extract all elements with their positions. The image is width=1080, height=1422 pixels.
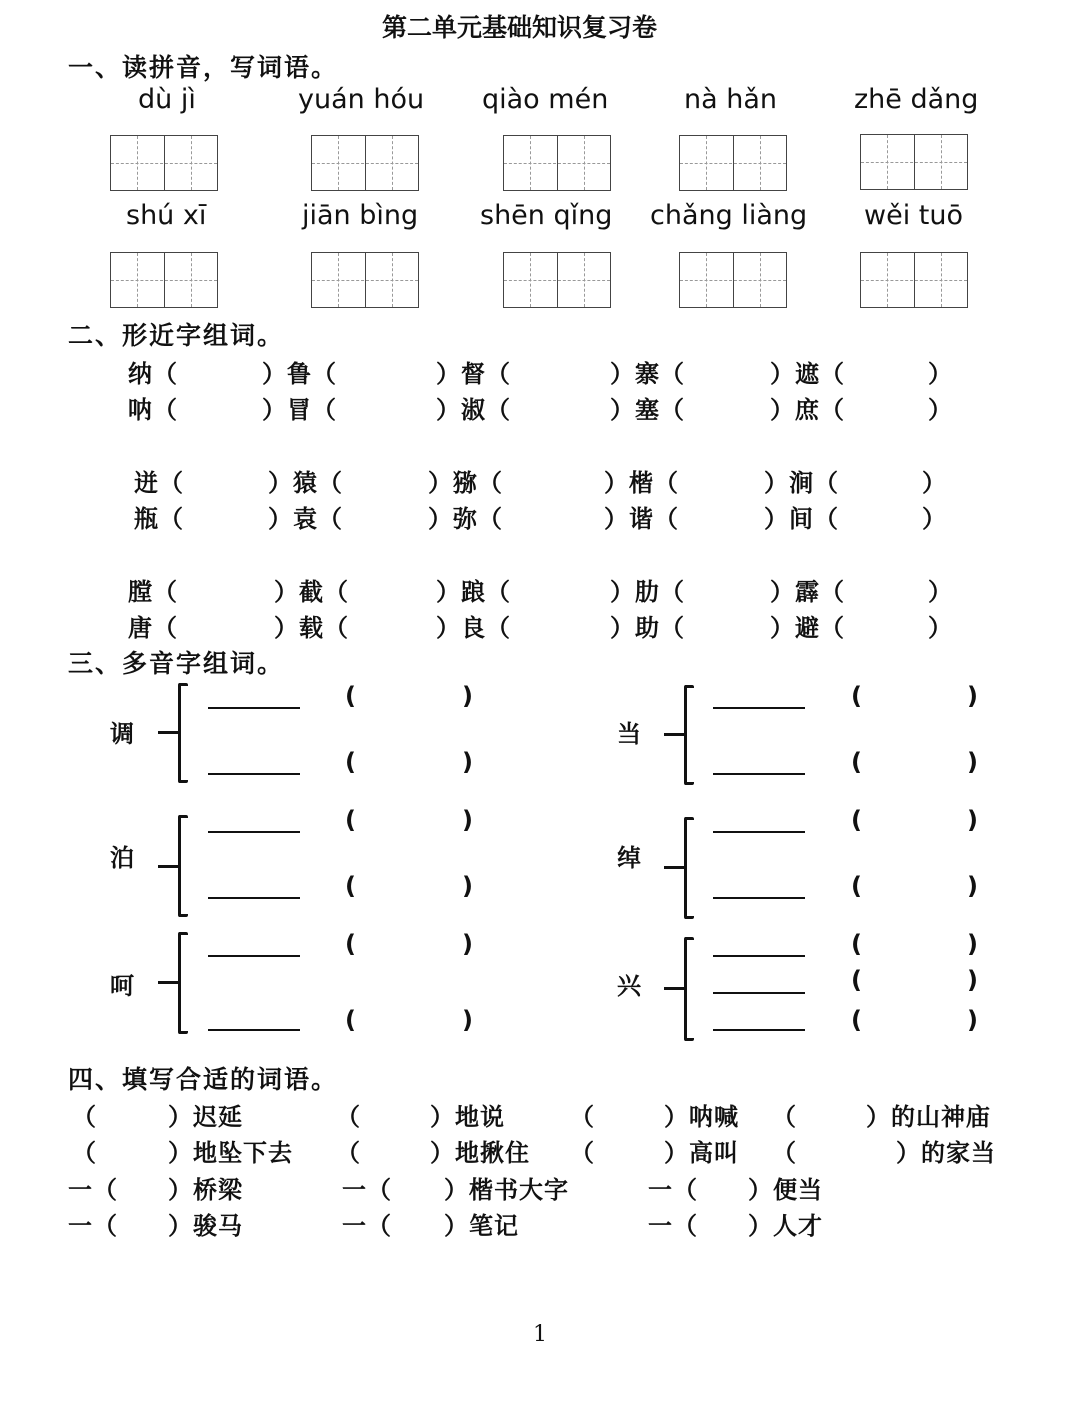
similar-char-cell: ） <box>922 505 947 533</box>
answer-line[interactable] <box>208 897 300 899</box>
polyphone-char: 绰 <box>617 844 642 872</box>
similar-char-cell: ）避（ <box>770 614 845 642</box>
similar-char-cell: ） <box>922 469 947 497</box>
similar-char-cell: ）寨（ <box>610 360 685 388</box>
answer-line[interactable] <box>208 773 300 775</box>
paren-close: ) <box>967 748 978 776</box>
paren-open: ( <box>851 930 862 958</box>
answer-line[interactable] <box>208 707 300 709</box>
fill-cell: ）桥梁 <box>168 1176 243 1204</box>
similar-char-cell: 迸（ <box>134 469 184 497</box>
section-2-heading: 二、形近字组词。 <box>68 321 285 350</box>
similar-char-cell: ） <box>928 614 953 642</box>
pinyin-2-1: shú xī <box>126 200 207 231</box>
fill-cell: ）的山神庙 <box>866 1103 991 1131</box>
paren-open: ( <box>345 872 356 900</box>
pinyin-1-3: qiào mén <box>482 84 609 115</box>
fill-cell: ）骏马 <box>168 1212 243 1240</box>
similar-char-cell: ）谐（ <box>604 505 679 533</box>
fill-cell: ）楷书大字 <box>444 1176 569 1204</box>
similar-char-cell: 唐（ <box>128 614 178 642</box>
polyphone-char: 呵 <box>110 972 135 1000</box>
paren-close: ) <box>967 1006 978 1034</box>
fill-cell: 一（ <box>68 1212 118 1240</box>
paren-close: ) <box>462 682 473 710</box>
fill-cell: （ <box>336 1139 361 1167</box>
fill-cell: 一（ <box>342 1176 392 1204</box>
writing-grid[interactable] <box>860 134 968 190</box>
answer-line[interactable] <box>208 1029 300 1031</box>
paren-open: ( <box>851 1006 862 1034</box>
fill-cell: 一（ <box>648 1212 698 1240</box>
similar-char-cell: ）助（ <box>610 614 685 642</box>
paren-close: ) <box>462 930 473 958</box>
page-title: 第二单元基础知识复习卷 <box>382 13 658 42</box>
fill-cell: （ <box>72 1103 97 1131</box>
fill-cell: （ <box>772 1103 797 1131</box>
similar-char-cell: ）督（ <box>436 360 511 388</box>
paren-open: ( <box>345 806 356 834</box>
similar-char-cell: ）鲁（ <box>262 360 337 388</box>
writing-grid[interactable] <box>679 252 787 308</box>
fill-cell: （ <box>570 1139 595 1167</box>
answer-line[interactable] <box>208 955 300 957</box>
similar-char-cell: ）载（ <box>274 614 349 642</box>
fill-cell: ）的家当 <box>896 1139 996 1167</box>
section-4-heading: 四、填写合适的词语。 <box>68 1065 339 1094</box>
polyphone-char: 泊 <box>110 844 135 872</box>
similar-char-cell: ） <box>928 396 953 424</box>
answer-line[interactable] <box>208 831 300 833</box>
answer-line[interactable] <box>713 992 805 994</box>
similar-char-cell: ）楷（ <box>604 469 679 497</box>
similar-char-cell: ）良（ <box>436 614 511 642</box>
similar-char-cell: 呐（ <box>128 396 178 424</box>
writing-grid[interactable] <box>311 135 419 191</box>
writing-grid[interactable] <box>110 252 218 308</box>
answer-line[interactable] <box>713 773 805 775</box>
similar-char-cell: ）冒（ <box>262 396 337 424</box>
fill-cell: ）笔记 <box>444 1212 519 1240</box>
paren-close: ) <box>462 806 473 834</box>
paren-open: ( <box>851 682 862 710</box>
paren-close: ) <box>462 1006 473 1034</box>
similar-char-cell: ）庶（ <box>770 396 845 424</box>
pinyin-1-5: zhē dǎng <box>854 84 979 115</box>
polyphone-char: 当 <box>617 720 642 748</box>
similar-char-cell: ）弥（ <box>428 505 503 533</box>
similar-char-cell: 瓶（ <box>134 505 184 533</box>
fill-cell: ）人才 <box>748 1212 823 1240</box>
fill-cell: ）地说 <box>430 1103 505 1131</box>
writing-grid[interactable] <box>503 135 611 191</box>
paren-close: ) <box>967 682 978 710</box>
similar-char-cell: ）猿（ <box>268 469 343 497</box>
paren-open: ( <box>851 748 862 776</box>
page-number: 1 <box>533 1322 547 1347</box>
writing-grid[interactable] <box>503 252 611 308</box>
fill-cell: （ <box>336 1103 361 1131</box>
brace-tick <box>664 733 686 736</box>
paren-open: ( <box>345 930 356 958</box>
fill-cell: ）地坠下去 <box>168 1139 293 1167</box>
answer-line[interactable] <box>713 707 805 709</box>
section-3-heading: 三、多音字组词。 <box>68 649 285 678</box>
similar-char-cell: ）淑（ <box>436 396 511 424</box>
fill-cell: ）便当 <box>748 1176 823 1204</box>
brace-tick <box>158 731 180 734</box>
paren-close: ) <box>462 872 473 900</box>
similar-char-cell: ）间（ <box>764 505 839 533</box>
pinyin-1-4: nà hǎn <box>684 84 778 115</box>
fill-cell: ）呐喊 <box>664 1103 739 1131</box>
polyphone-char: 调 <box>110 720 135 748</box>
writing-grid[interactable] <box>860 252 968 308</box>
fill-cell: （ <box>772 1139 797 1167</box>
similar-char-cell: ）遮（ <box>770 360 845 388</box>
pinyin-2-2: jiān bìng <box>302 200 419 231</box>
paren-close: ) <box>462 748 473 776</box>
fill-cell: （ <box>72 1139 97 1167</box>
similar-char-cell: 纳（ <box>128 360 178 388</box>
answer-line[interactable] <box>713 955 805 957</box>
similar-char-cell: ）截（ <box>274 578 349 606</box>
paren-close: ) <box>967 806 978 834</box>
fill-cell: 一（ <box>648 1176 698 1204</box>
similar-char-cell: 膛（ <box>128 578 178 606</box>
fill-cell: 一（ <box>342 1212 392 1240</box>
fill-cell: ）高叫 <box>664 1139 739 1167</box>
similar-char-cell: ）袁（ <box>268 505 343 533</box>
fill-cell: 一（ <box>68 1176 118 1204</box>
similar-char-cell: ）肋（ <box>610 578 685 606</box>
paren-open: ( <box>345 682 356 710</box>
brace-tick <box>158 865 180 868</box>
writing-grid[interactable] <box>679 135 787 191</box>
similar-char-cell: ）涧（ <box>764 469 839 497</box>
answer-line[interactable] <box>713 897 805 899</box>
paren-open: ( <box>851 872 862 900</box>
answer-line[interactable] <box>713 831 805 833</box>
similar-char-cell: ） <box>928 360 953 388</box>
fill-cell: （ <box>570 1103 595 1131</box>
similar-char-cell: ）猕（ <box>428 469 503 497</box>
fill-cell: ）地揪住 <box>430 1139 530 1167</box>
writing-grid[interactable] <box>110 135 218 191</box>
paren-open: ( <box>851 966 862 994</box>
paren-close: ) <box>967 966 978 994</box>
writing-grid[interactable] <box>311 252 419 308</box>
paren-open: ( <box>345 1006 356 1034</box>
similar-char-cell: ）霹（ <box>770 578 845 606</box>
paren-open: ( <box>345 748 356 776</box>
pinyin-2-3: shēn qǐng <box>480 200 613 231</box>
paren-open: ( <box>851 806 862 834</box>
similar-char-cell: ） <box>928 578 953 606</box>
brace-tick <box>664 987 686 990</box>
similar-char-cell: ）踉（ <box>436 578 511 606</box>
brace-tick <box>664 866 686 869</box>
paren-close: ) <box>967 930 978 958</box>
brace-tick <box>158 981 180 984</box>
pinyin-1-1: dù jì <box>138 84 196 115</box>
pinyin-2-4: chǎng liàng <box>650 200 808 231</box>
pinyin-1-2: yuán hóu <box>298 84 425 115</box>
fill-cell: ）迟延 <box>168 1103 243 1131</box>
polyphone-char: 兴 <box>617 972 642 1000</box>
pinyin-2-5: wěi tuō <box>864 200 963 231</box>
paren-close: ) <box>967 872 978 900</box>
similar-char-cell: ）塞（ <box>610 396 685 424</box>
section-1-heading: 一、读拼音，写词语。 <box>68 53 339 82</box>
answer-line[interactable] <box>713 1029 805 1031</box>
